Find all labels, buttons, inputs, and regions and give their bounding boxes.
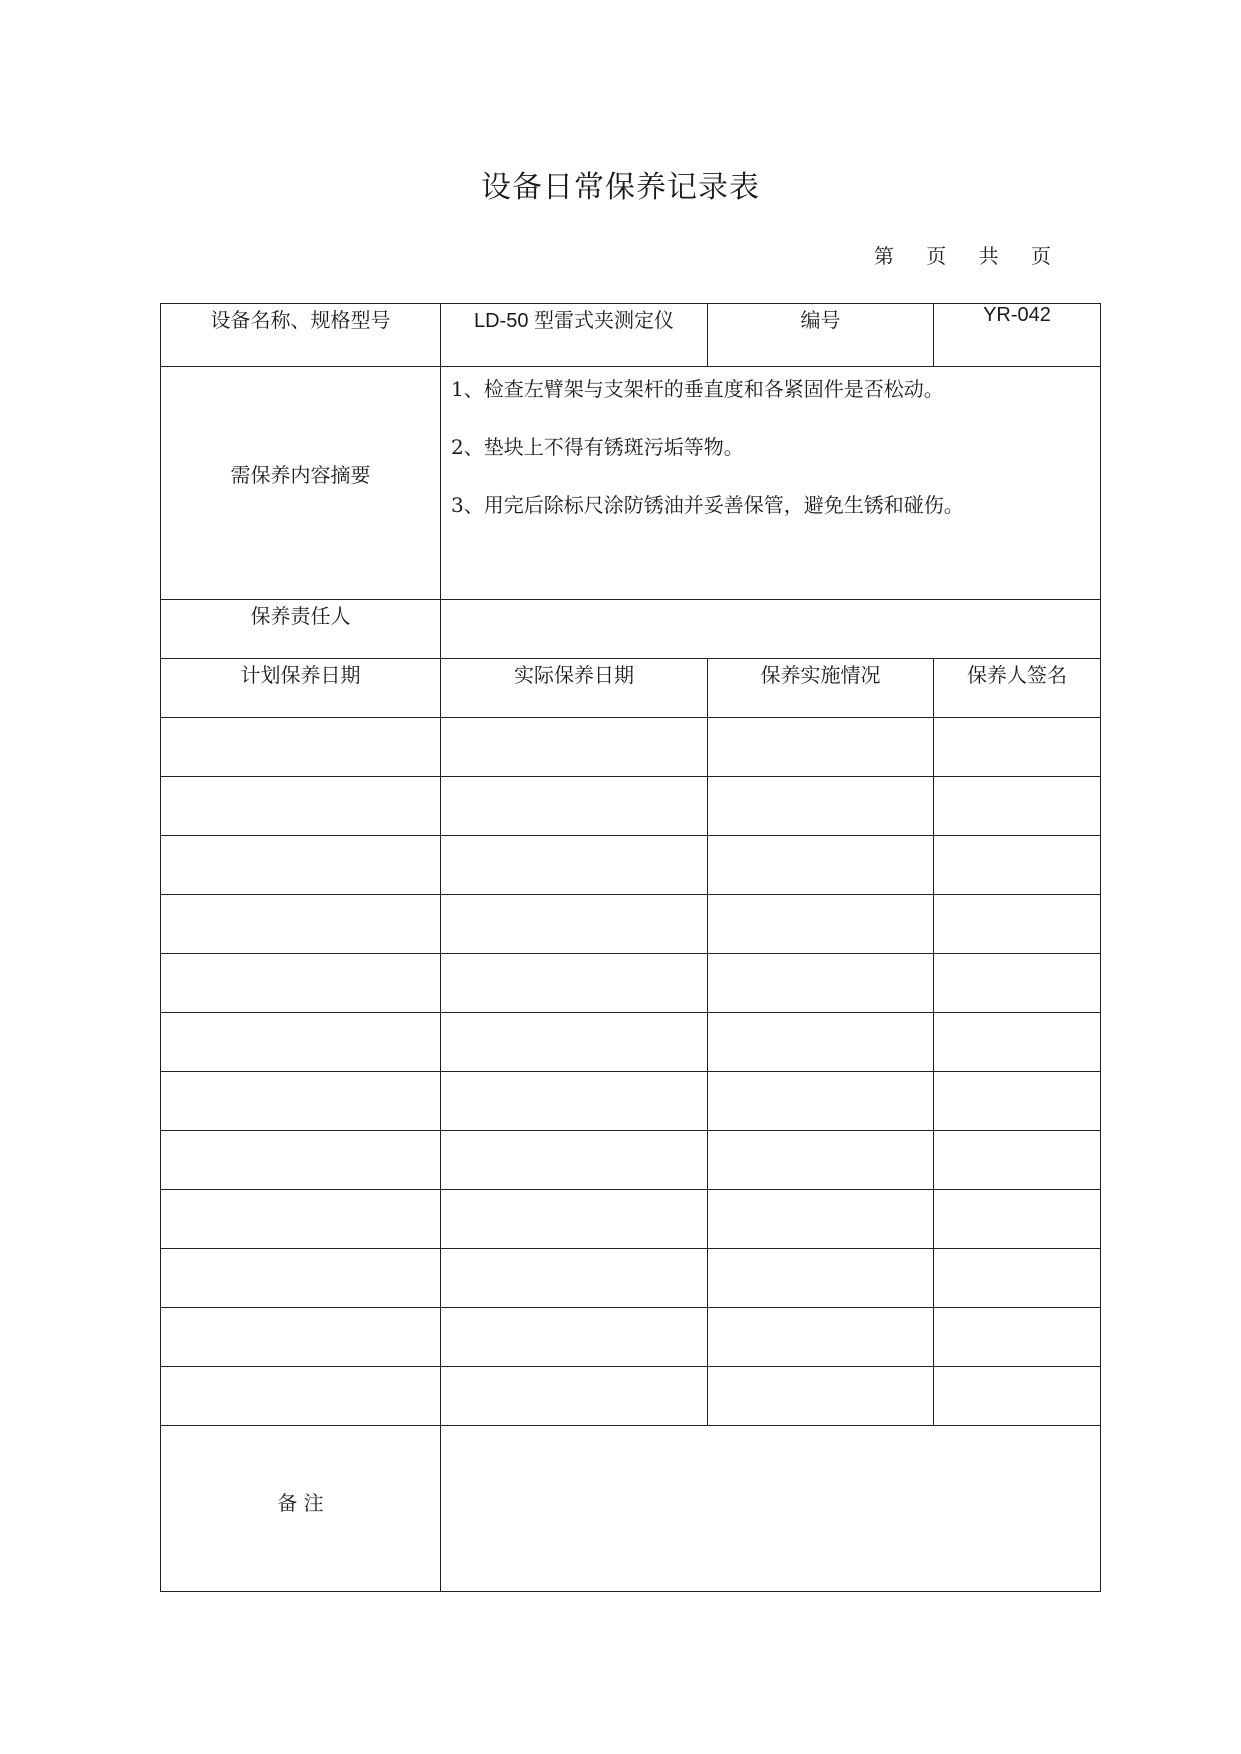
column-implementation: 保养实施情况 <box>708 659 934 718</box>
implementation-cell[interactable] <box>708 1367 934 1426</box>
planned-date-cell[interactable] <box>161 777 441 836</box>
summary-items <box>441 367 1101 600</box>
remark-value-cell[interactable] <box>441 1426 1101 1592</box>
table-row <box>161 836 1101 895</box>
signature-cell[interactable] <box>934 1249 1101 1308</box>
planned-date-cell[interactable] <box>161 1190 441 1249</box>
table-row <box>161 1013 1101 1072</box>
actual-date-cell[interactable] <box>441 836 708 895</box>
planned-date-cell[interactable] <box>161 1013 441 1072</box>
column-planned-date: 计划保养日期 <box>161 659 441 718</box>
implementation-cell[interactable] <box>708 895 934 954</box>
total-unit: 页 <box>1031 244 1051 268</box>
planned-date-cell[interactable] <box>161 954 441 1013</box>
implementation-cell[interactable] <box>708 1013 934 1072</box>
implementation-cell[interactable] <box>708 836 934 895</box>
planned-date-cell[interactable] <box>161 1131 441 1190</box>
equipment-value: LD-50 型雷式夹测定仪 <box>441 304 708 367</box>
planned-date-cell[interactable] <box>161 1367 441 1426</box>
planned-date-cell[interactable] <box>161 718 441 777</box>
planned-date-cell[interactable] <box>161 1072 441 1131</box>
implementation-cell[interactable] <box>708 1308 934 1367</box>
planned-date-cell[interactable] <box>161 836 441 895</box>
summary-label: 需保养内容摘要 <box>161 367 441 600</box>
remark-label: 备 注 <box>161 1426 441 1592</box>
actual-date-cell[interactable] <box>441 1131 708 1190</box>
signature-cell[interactable] <box>934 1367 1101 1426</box>
column-signature: 保养人签名 <box>934 659 1101 718</box>
implementation-cell[interactable] <box>708 718 934 777</box>
implementation-cell[interactable] <box>708 1190 934 1249</box>
equipment-row <box>161 304 1101 367</box>
signature-cell[interactable] <box>934 1013 1101 1072</box>
column-header-row <box>161 659 1101 718</box>
signature-cell[interactable] <box>934 954 1101 1013</box>
table-row <box>161 1367 1101 1426</box>
equipment-label: 设备名称、规格型号 <box>161 304 441 367</box>
actual-date-cell[interactable] <box>441 1249 708 1308</box>
planned-date-cell[interactable] <box>161 1249 441 1308</box>
number-label: 编号 <box>708 304 934 367</box>
signature-cell[interactable] <box>934 1131 1101 1190</box>
table-row <box>161 777 1101 836</box>
maintenance-record-table <box>160 303 1101 1592</box>
table-row <box>161 1190 1101 1249</box>
page-title: 设备日常保养记录表 <box>481 170 760 205</box>
actual-date-cell[interactable] <box>441 1190 708 1249</box>
signature-cell[interactable] <box>934 1072 1101 1131</box>
table-row <box>161 1131 1101 1190</box>
implementation-cell[interactable] <box>708 1131 934 1190</box>
table-row <box>161 1308 1101 1367</box>
column-actual-date: 实际保养日期 <box>441 659 708 718</box>
implementation-cell[interactable] <box>708 1249 934 1308</box>
implementation-cell[interactable] <box>708 1072 934 1131</box>
summary-row <box>161 367 1101 600</box>
actual-date-cell[interactable] <box>441 954 708 1013</box>
signature-cell[interactable] <box>934 1308 1101 1367</box>
summary-item: 1、检查左臂架与支架杆的垂直度和各紧固件是否松动。 <box>451 377 944 401</box>
actual-date-cell[interactable] <box>441 777 708 836</box>
actual-date-cell[interactable] <box>441 1072 708 1131</box>
signature-cell[interactable] <box>934 836 1101 895</box>
planned-date-cell[interactable] <box>161 1308 441 1367</box>
planned-date-cell[interactable] <box>161 895 441 954</box>
page-label: 第 <box>873 244 894 268</box>
summary-item: 2、垫块上不得有锈斑污垢等物。 <box>451 435 744 459</box>
table-row <box>161 1249 1101 1308</box>
implementation-cell[interactable] <box>708 954 934 1013</box>
table-row <box>161 1072 1101 1131</box>
responsible-row <box>161 600 1101 659</box>
remark-row <box>161 1426 1101 1592</box>
actual-date-cell[interactable] <box>441 895 708 954</box>
responsible-value-cell[interactable] <box>441 600 1101 659</box>
responsible-label: 保养责任人 <box>161 600 441 659</box>
actual-date-cell[interactable] <box>441 718 708 777</box>
signature-cell[interactable] <box>934 718 1101 777</box>
actual-date-cell[interactable] <box>441 1367 708 1426</box>
summary-item: 3、用完后除标尺涂防锈油并妥善保管，避免生锈和碰伤。 <box>451 493 964 517</box>
table-row <box>161 718 1101 777</box>
actual-date-cell[interactable] <box>441 1013 708 1072</box>
number-value: YR-042 <box>934 304 1101 367</box>
signature-cell[interactable] <box>934 777 1101 836</box>
page-number-info <box>848 240 1051 269</box>
table-row <box>161 954 1101 1013</box>
page-unit: 页 <box>926 244 947 268</box>
signature-cell[interactable] <box>934 895 1101 954</box>
total-label: 共 <box>978 244 999 268</box>
actual-date-cell[interactable] <box>441 1308 708 1367</box>
signature-cell[interactable] <box>934 1190 1101 1249</box>
table-row <box>161 895 1101 954</box>
implementation-cell[interactable] <box>708 777 934 836</box>
